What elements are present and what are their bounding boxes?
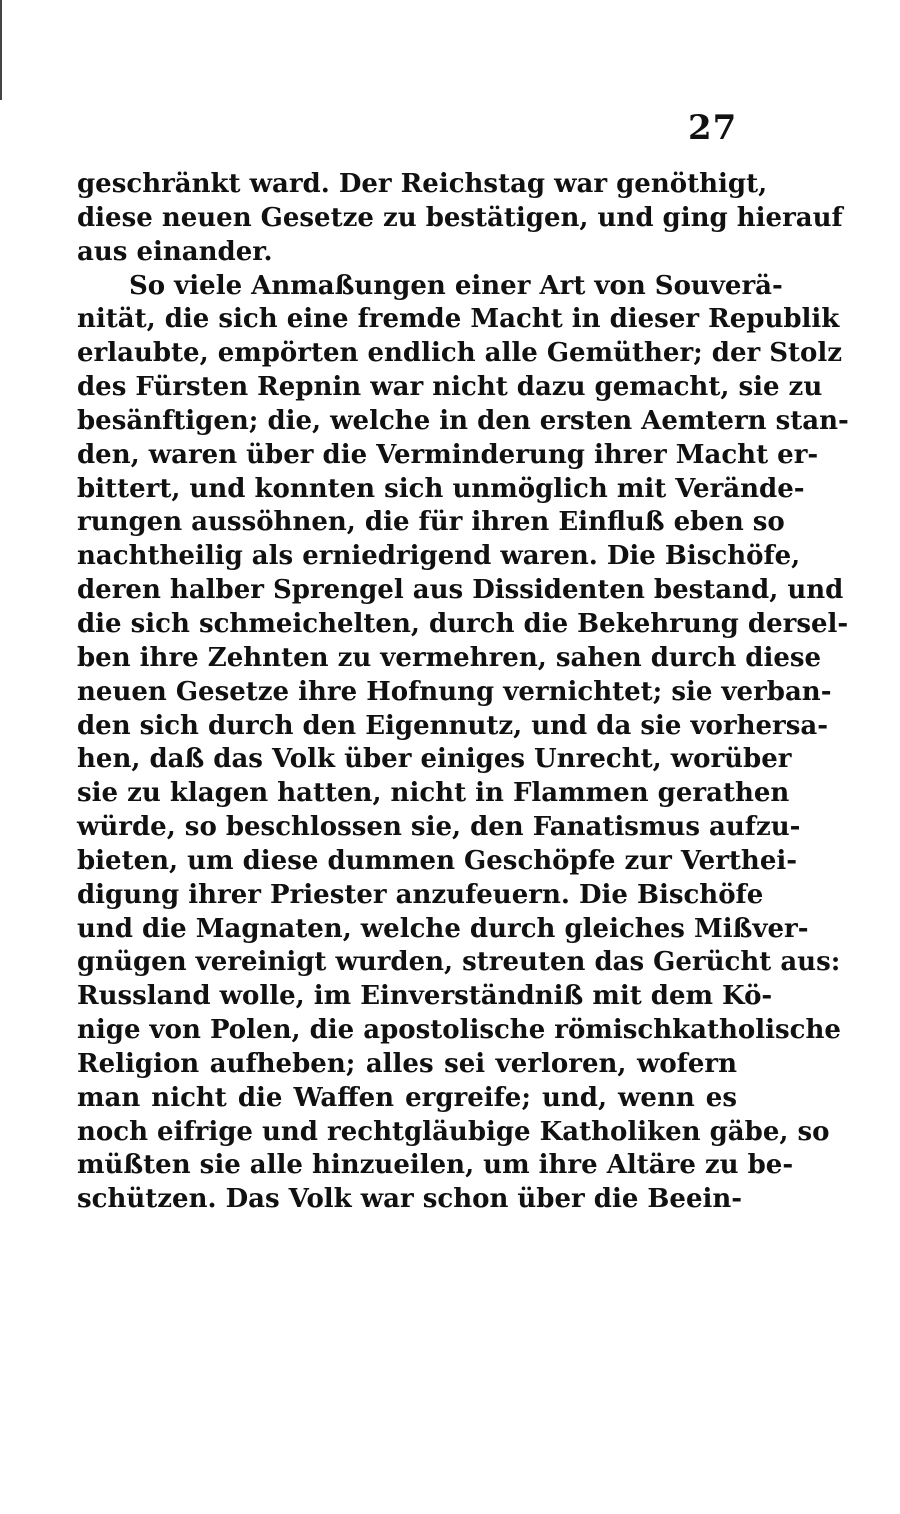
text-line: und die Magnaten, welche durch gleiches Mißver- — [77, 913, 809, 944]
text-line: den sich durch den Eigennutz, und da sie vorhersa- — [77, 710, 829, 741]
text-line: aus einander. — [77, 236, 273, 267]
text-line: erlaubte, empörten endlich alle Gemüther; der Stolz — [77, 338, 843, 369]
text-line: schützen. Das Volk war schon über die Beein- — [77, 1184, 743, 1215]
text-line: sie zu klagen hatten, nicht in Flammen gerathen — [77, 778, 790, 809]
text-line: digung ihrer Priester anzufeuern. Die Bischöfe — [77, 879, 764, 910]
text-line: Religion aufheben; alles sei verloren, wofern — [77, 1048, 737, 1079]
text-line: nachtheilig als erniedrigend waren. Die Bischöfe, — [77, 541, 801, 572]
text-line: gnügen vereinigt wurden, streuten das Gerücht aus: — [77, 947, 841, 978]
text-line: den, waren über die Verminderung ihrer Macht er- — [77, 439, 819, 470]
text-line: rungen aussöhnen, die für ihren Einfluß eben so — [77, 507, 785, 538]
text-line: So viele Anmaßungen einer Art von Souverä- — [129, 270, 783, 301]
scan-edge — [0, 0, 6, 100]
text-line: müßten sie alle hinzueilen, um ihre Altäre zu be- — [77, 1150, 794, 1181]
text-line: des Fürsten Repnin war nicht dazu gemacht, sie zu — [77, 372, 823, 403]
text-line: neuen Gesetze ihre Hofnung vernichtet; sie verban- — [77, 676, 832, 707]
text-line: bieten, um diese dummen Geschöpfe zur Verthei- — [77, 845, 798, 876]
text-line: Russland wolle, im Einverständniß mit dem Kö- — [77, 981, 773, 1012]
text-line: nität, die sich eine fremde Macht in dieser Republik — [77, 304, 840, 335]
text-line: noch eifrige und rechtgläubige Katholiken gäbe, so — [77, 1116, 830, 1147]
text-line: diese neuen Gesetze zu bestätigen, und ging hierauf — [77, 202, 843, 233]
body-text — [77, 168, 849, 1217]
text-line: deren halber Sprengel aus Dissidenten bestand, und — [77, 575, 844, 606]
text-line: würde, so beschlossen sie, den Fanatismus aufzu- — [77, 812, 801, 843]
text-line: geschränkt ward. Der Reichstag war genöthigt, — [77, 169, 768, 199]
text-line: man nicht die Waffen ergreife; und, wenn es — [77, 1082, 737, 1113]
text-line: die sich schmeichelten, durch die Bekehrung dersel- — [77, 608, 849, 639]
text-line: bittert, und konnten sich unmöglich mit Verände- — [77, 473, 805, 504]
text-line: ben ihre Zehnten zu vermehren, sahen durch diese — [77, 642, 822, 673]
page-number: 27 — [688, 108, 738, 148]
text-line: nige von Polen, die apostolische römischkatholische — [77, 1015, 841, 1046]
text-line: besänftigen; die, welche in den ersten Aemtern stan- — [77, 405, 849, 436]
text-line: hen, daß das Volk über einiges Unrecht, worüber — [77, 744, 792, 775]
